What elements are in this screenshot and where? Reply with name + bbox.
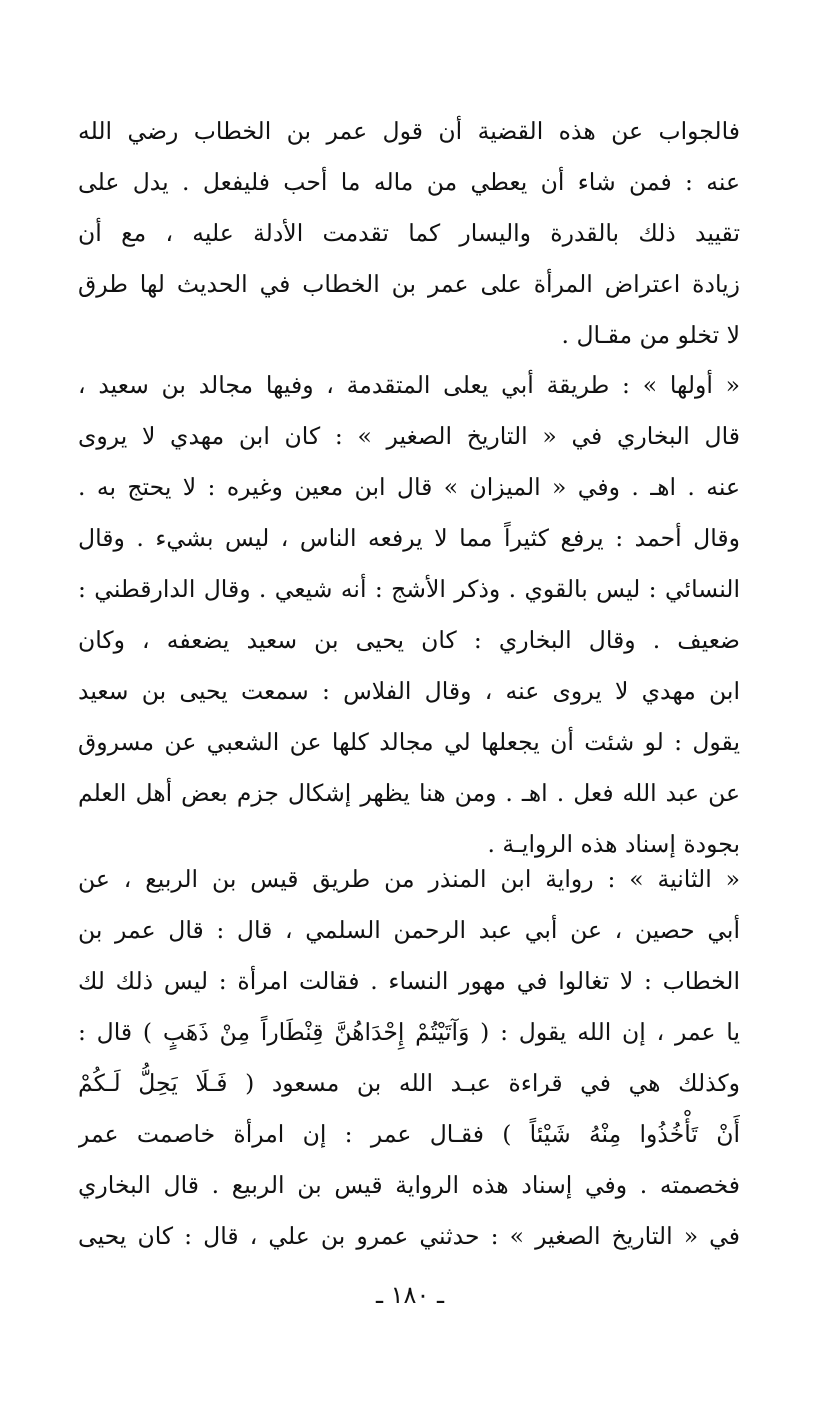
- text-line: عنه . اهـ . وفي « الميزان » قال ابن معين وغيره : لا يحتج به .: [78, 473, 740, 501]
- text-line: يقول : لو شئت أن يجعلها لي مجالد كلها عن الشعبي عن مسروق: [78, 728, 740, 756]
- text-line: ابن مهدي لا يروى عنه ، وقال الفلاس : سمعت يحيى بن سعيد: [78, 677, 740, 705]
- text-line: وكذلك هي في قراءة عبـد الله بن مسعود ( فَـلَا يَحِلُّ لَـكُمْ: [78, 1069, 740, 1097]
- text-line: الخطاب : لا تغالوا في مهور النساء . فقالت امرأة : ليس ذلك لك: [78, 967, 740, 995]
- text-line: وقال أحمد : يرفع كثيراً مما لا يرفعه الناس ، ليس بشيء . وقال: [78, 524, 740, 552]
- text-line: ضعيف . وقال البخاري : كان يحيى بن سعيد يضعفه ، وكان: [78, 626, 740, 654]
- text-line: عن عبد الله فعل . اهـ . ومن هنا يظهر إشكال جزم بعض أهل العلم: [78, 779, 740, 807]
- text-line: يا عمر ، إن الله يقول : ( وَآتَيْتُمْ إِحْدَاهُنَّ قِنْطَاراً مِنْ ذَهَبٍ ) قال :: [78, 1018, 740, 1046]
- paragraph-answer: [78, 106, 740, 361]
- text-line: « أولها » : طريقة أبي يعلى المتقدمة ، وفيها مجالد بن سعيد ،: [78, 371, 740, 399]
- text-line: قال البخاري في « التاريخ الصغير » : كان ابن مهدي لا يروى: [78, 422, 740, 450]
- text-line: تقييد ذلك بالقدرة واليسار كما تقدمت الأدلة عليه ، مع أن: [78, 219, 740, 247]
- text-line: فخصمته . وفي إسناد هذه الرواية قيس بن الربيع . قال البخاري: [78, 1171, 740, 1199]
- page-number: ـ ١٨٠ ـ: [375, 1281, 444, 1309]
- paragraph-second-route: [78, 854, 740, 1262]
- text-line: عنه : فمن شاء أن يعطي من ماله ما أحب فليفعل . يدل على: [78, 168, 740, 196]
- text-line: بجودة إسناد هذه الروايـة .: [487, 830, 740, 858]
- text-line: أَنْ تَأْخُذُوا مِنْهُ شَيْئاً ) فقـال عمر : إن امرأة خاصمت عمر: [78, 1120, 740, 1148]
- text-line: فالجواب عن هذه القضية أن قول عمر بن الخطاب رضي الله: [78, 117, 740, 145]
- text-line: أبي حصين ، عن أبي عبد الرحمن السلمي ، قال : قال عمر بن: [78, 916, 740, 944]
- text-line: لا تخلو من مقـال .: [561, 321, 740, 349]
- text-line: النسائي : ليس بالقوي . وذكر الأشج : أنه شيعي . وقال الدارقطني :: [78, 575, 740, 603]
- text-line: « الثانية » : رواية ابن المنذر من طريق قيس بن الربيع ، عن: [78, 865, 740, 893]
- text-line: زيادة اعتراض المرأة على عمر بن الخطاب في الحديث لها طرق: [78, 270, 740, 298]
- paragraph-first-route: [78, 360, 740, 870]
- text-line: في « التاريخ الصغير » : حدثني عمرو بن علي ، قال : كان يحيى: [78, 1222, 740, 1250]
